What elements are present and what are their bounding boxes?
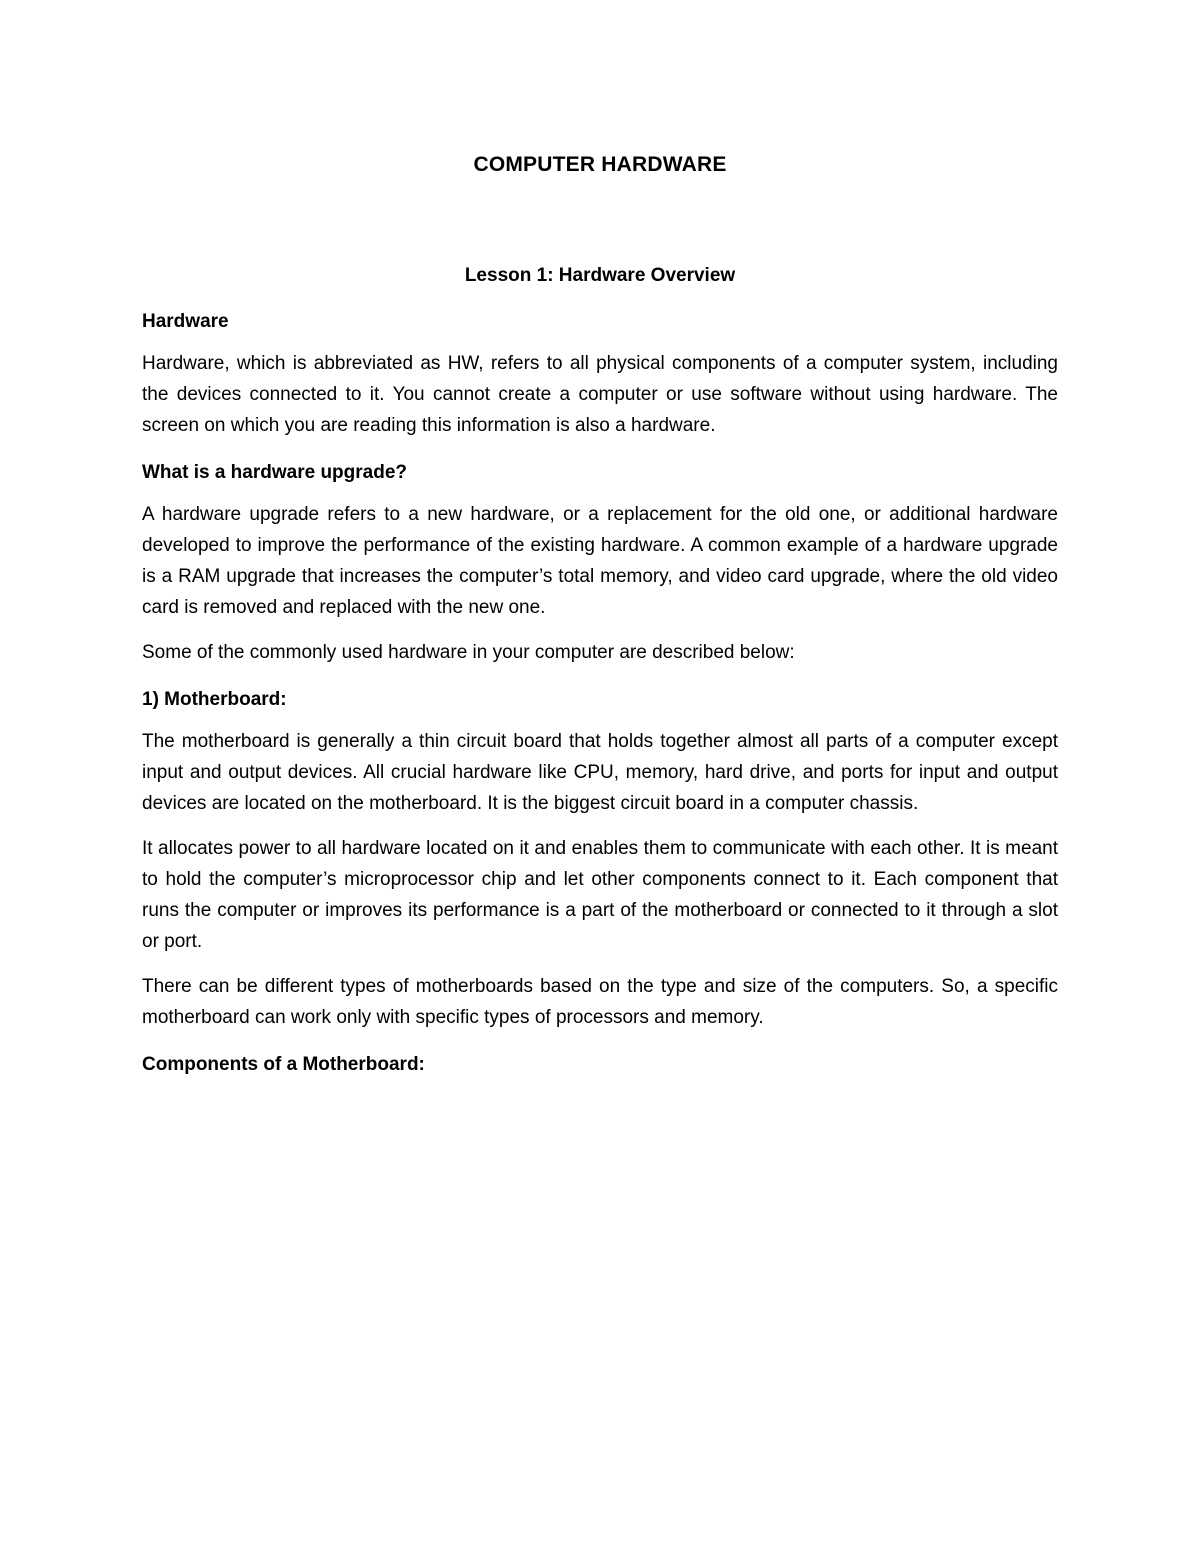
document-title: COMPUTER HARDWARE: [473, 153, 727, 176]
motherboard-heading: 1) Motherboard:: [142, 689, 287, 710]
hardware-heading: Hardware: [142, 311, 229, 332]
motherboard-paragraph-1: The motherboard is generally a thin circuit board that holds together almost all parts of a computer except input and output devices. All crucial hardware like CPU, memory, hard drive, and ports for input and output devices are located on the motherboard. It is the biggest circuit board in a computer chassis.: [142, 731, 1058, 814]
document-content: [142, 150, 1058, 1079]
motherboard-components-heading: Components of a Motherboard:: [142, 1054, 425, 1075]
hardware-paragraph: Hardware, which is abbreviated as HW, refers to all physical components of a computer system, including the devices connected to it. You cannot create a computer or use software without using hardware. The screen on which you are reading this information is also a hardware.: [142, 353, 1058, 436]
hardware-upgrade-paragraph: A hardware upgrade refers to a new hardware, or a replacement for the old one, or additional hardware developed to improve the performance of the existing hardware. A common example of a hardware upgrade is a RAM upgrade that increases the computer’s total memory, and video card upgrade, where the old video card is removed and replaced with the new one.: [142, 504, 1058, 618]
motherboard-paragraph-2: It allocates power to all hardware located on it and enables them to communicate with each other. It is meant to hold the computer’s microprocessor chip and let other components connect to it. Each component that runs the computer or improves its performance is a part of the motherboard or connected to it through a slot or port.: [142, 838, 1058, 952]
motherboard-paragraph-3: There can be different types of motherboards based on the type and size of the computers. So, a specific motherboard can work only with specific types of processors and memory.: [142, 976, 1058, 1028]
common-hardware-paragraph: Some of the commonly used hardware in your computer are described below:: [142, 642, 795, 663]
lesson-title: Lesson 1: Hardware Overview: [464, 265, 736, 286]
hardware-upgrade-heading: What is a hardware upgrade?: [142, 462, 407, 483]
